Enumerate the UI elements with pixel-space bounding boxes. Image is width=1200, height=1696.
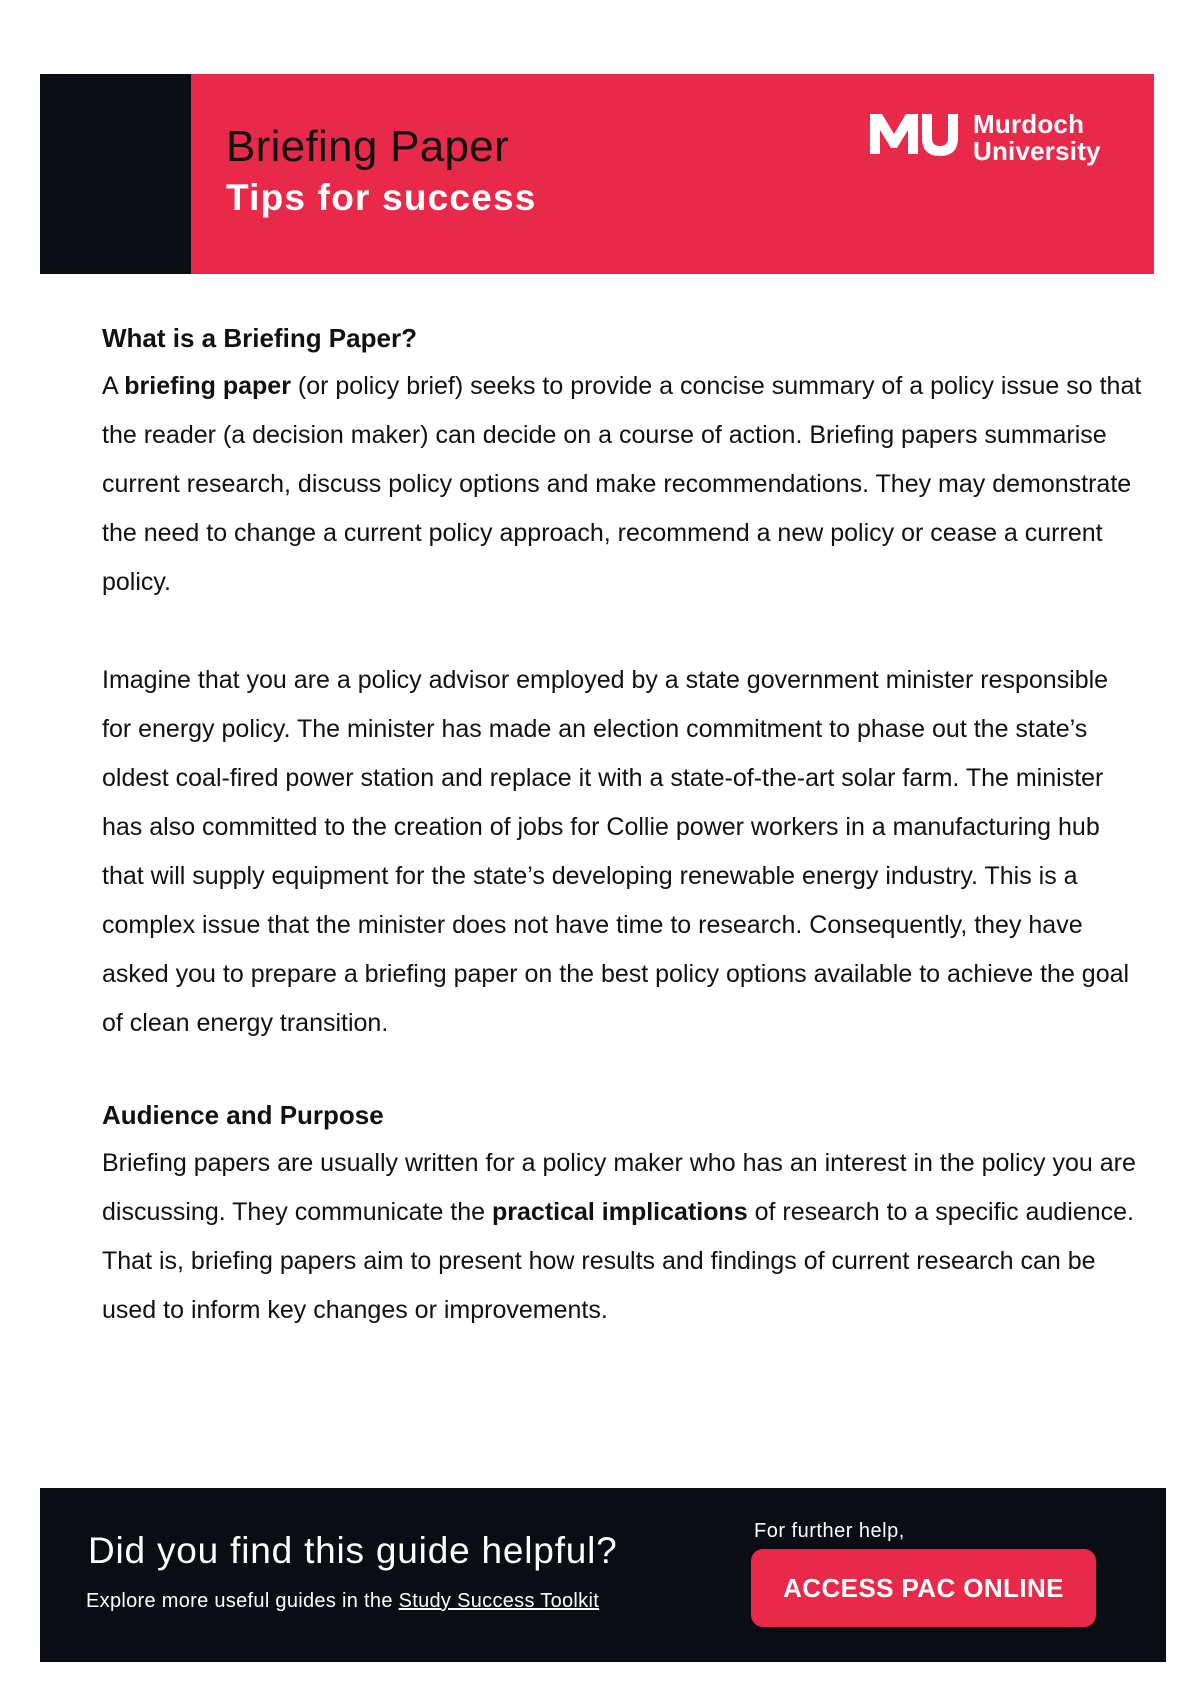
paragraph-definition-lead: A	[102, 372, 125, 400]
murdoch-university-logo	[868, 110, 1128, 170]
section-heading-audience: Audience and Purpose	[102, 1100, 384, 1130]
explore-prefix: Explore more useful guides in the	[86, 1590, 399, 1612]
main-content	[102, 314, 1142, 1335]
header-banner	[40, 74, 1154, 274]
section-heading-what-is: What is a Briefing Paper?	[102, 323, 417, 353]
paragraph-scenario: Imagine that you are a policy advisor employed by a state government minister responsible for energy policy. The minister has made an election commitment to phase out the state’s oldest coal-fired power station and replace it with a state-of-the-art solar farm. The minister has also committed to the creation of jobs for Collie power workers in a manufacturing hub that will supply equipment for the state’s developing renewable energy industry. This is a complex issue that the minister does not have time to research. Consequently, they have asked you to prepare a briefing paper on the best policy options available to achieve the goal of clean energy transition.	[102, 666, 1130, 1037]
header-black-block	[40, 74, 191, 274]
paragraph-definition	[102, 362, 1142, 607]
emphasis-practical-implications: practical implications	[492, 1198, 748, 1226]
paragraph-audience-lead: Briefing papers are usually written for a policy maker who has an interest in the policy you are discussing. They communicate the	[102, 1149, 1136, 1226]
footer-question: Did you find this guide helpful?	[88, 1530, 618, 1571]
emphasis-briefing-paper: briefing paper	[124, 372, 291, 400]
footer-explore-text	[86, 1590, 599, 1613]
access-pac-online-button[interactable]: ACCESS PAC ONLINE	[751, 1549, 1096, 1627]
mu-logo-icon	[868, 110, 964, 156]
spacer	[102, 607, 1142, 656]
paragraph-definition-rest: (or policy brief) seeks to provide a concise summary of a policy issue so that the reader (a decision maker) can decide on a course of action. Briefing papers summarise current research, discuss policy options and make recommendations. They may demonstrate the need to change a current policy approach, recommend a new policy or cease a current policy.	[102, 372, 1142, 596]
logo-text-university: University	[973, 136, 1101, 166]
paragraph-audience	[102, 1139, 1142, 1335]
study-success-toolkit-link[interactable]: Study Success Toolkit	[398, 1590, 600, 1612]
paragraph-audience-rest: of research to a specific audience. That is, briefing papers aim to present how results and findings of current research can be used to inform key changes or improvements.	[102, 1198, 1134, 1324]
spacer	[102, 1048, 1142, 1091]
page-subtitle: Tips for success	[226, 177, 537, 218]
logo-text-murdoch: Murdoch	[973, 109, 1085, 139]
footer-banner	[40, 1488, 1166, 1662]
page-title: Briefing Paper	[226, 122, 510, 171]
further-help-label: For further help,	[754, 1520, 905, 1542]
